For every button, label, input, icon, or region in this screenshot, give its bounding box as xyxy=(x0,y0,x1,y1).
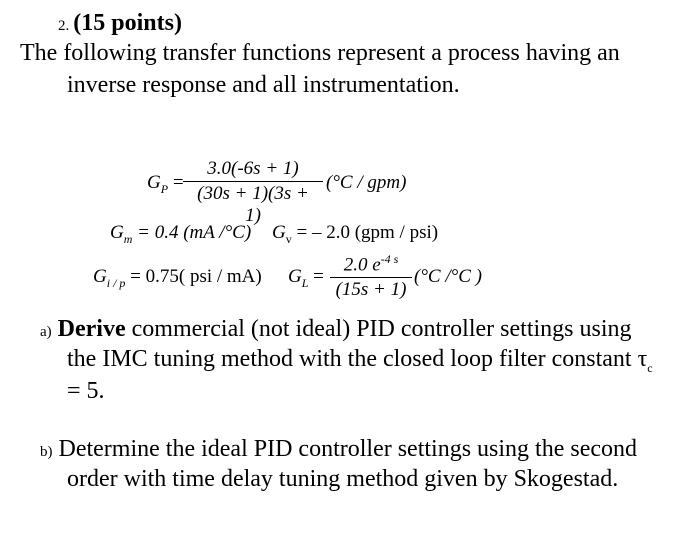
part-a-line-2: the IMC tuning method with the closed loop filter constant $\tau_c$ xyxy=(67,346,653,375)
gv-equation: $G_v$ = – 2.0 (gpm / psi) xyxy=(272,222,439,246)
part-b-line-2: order with time delay tuning method given by Skogestad. xyxy=(67,466,619,492)
intro-line-1: The following transfer functions represent a process having an xyxy=(20,40,620,66)
gv-value: = – 2.0 (gpm / psi) xyxy=(296,222,439,243)
problem-number: 2. xyxy=(58,18,70,34)
intro-line-2: inverse response and all instrumentation. xyxy=(67,72,460,98)
part-a-line-3: = 5. xyxy=(67,378,105,404)
gp-fraction xyxy=(183,158,323,227)
gm-value: = 0.4 (mA /°C) xyxy=(137,222,252,243)
gl-numerator: 2.0 $e^{-4 s}$ xyxy=(330,252,412,278)
part-a-label: a) xyxy=(40,324,52,340)
gl-lhs: $G_L$ = xyxy=(288,266,324,290)
gip-equation: $G_{i / p} = 0.75$( psi / mA) xyxy=(93,266,262,290)
tau-subscript: c xyxy=(647,360,653,375)
gp-denominator: (30s + 1)(3s + 1) xyxy=(197,183,309,226)
gp-sub: P xyxy=(160,181,169,196)
gl-units: (°C /°C ) xyxy=(414,266,482,287)
gl-denominator: (15s + 1) xyxy=(335,279,407,301)
part-b-label: b) xyxy=(40,444,53,460)
problem-points: (15 points) xyxy=(73,10,182,36)
gp-numerator: 3.0(-6s + 1) xyxy=(183,158,323,182)
gl-fraction xyxy=(330,252,412,301)
gip-value: = 0.75( psi / mA) xyxy=(130,266,262,287)
part-a-line-1: a) Derive commercial (not ideal) PID controller settings using xyxy=(40,316,632,342)
problem-header xyxy=(58,10,182,37)
gm-equation: $G_m = 0.4$ (mA /°C) xyxy=(110,222,252,246)
gp-units: (°C / gpm) xyxy=(326,172,407,193)
gp-equals: = xyxy=(172,172,184,193)
part-a-bold: Derive xyxy=(57,316,126,342)
gl-exponent: -4 s xyxy=(380,252,399,266)
part-b-line-1: b) Determine the ideal PID controller settings using the second xyxy=(40,436,638,462)
gp-lhs: $G_P$ = xyxy=(147,172,184,196)
